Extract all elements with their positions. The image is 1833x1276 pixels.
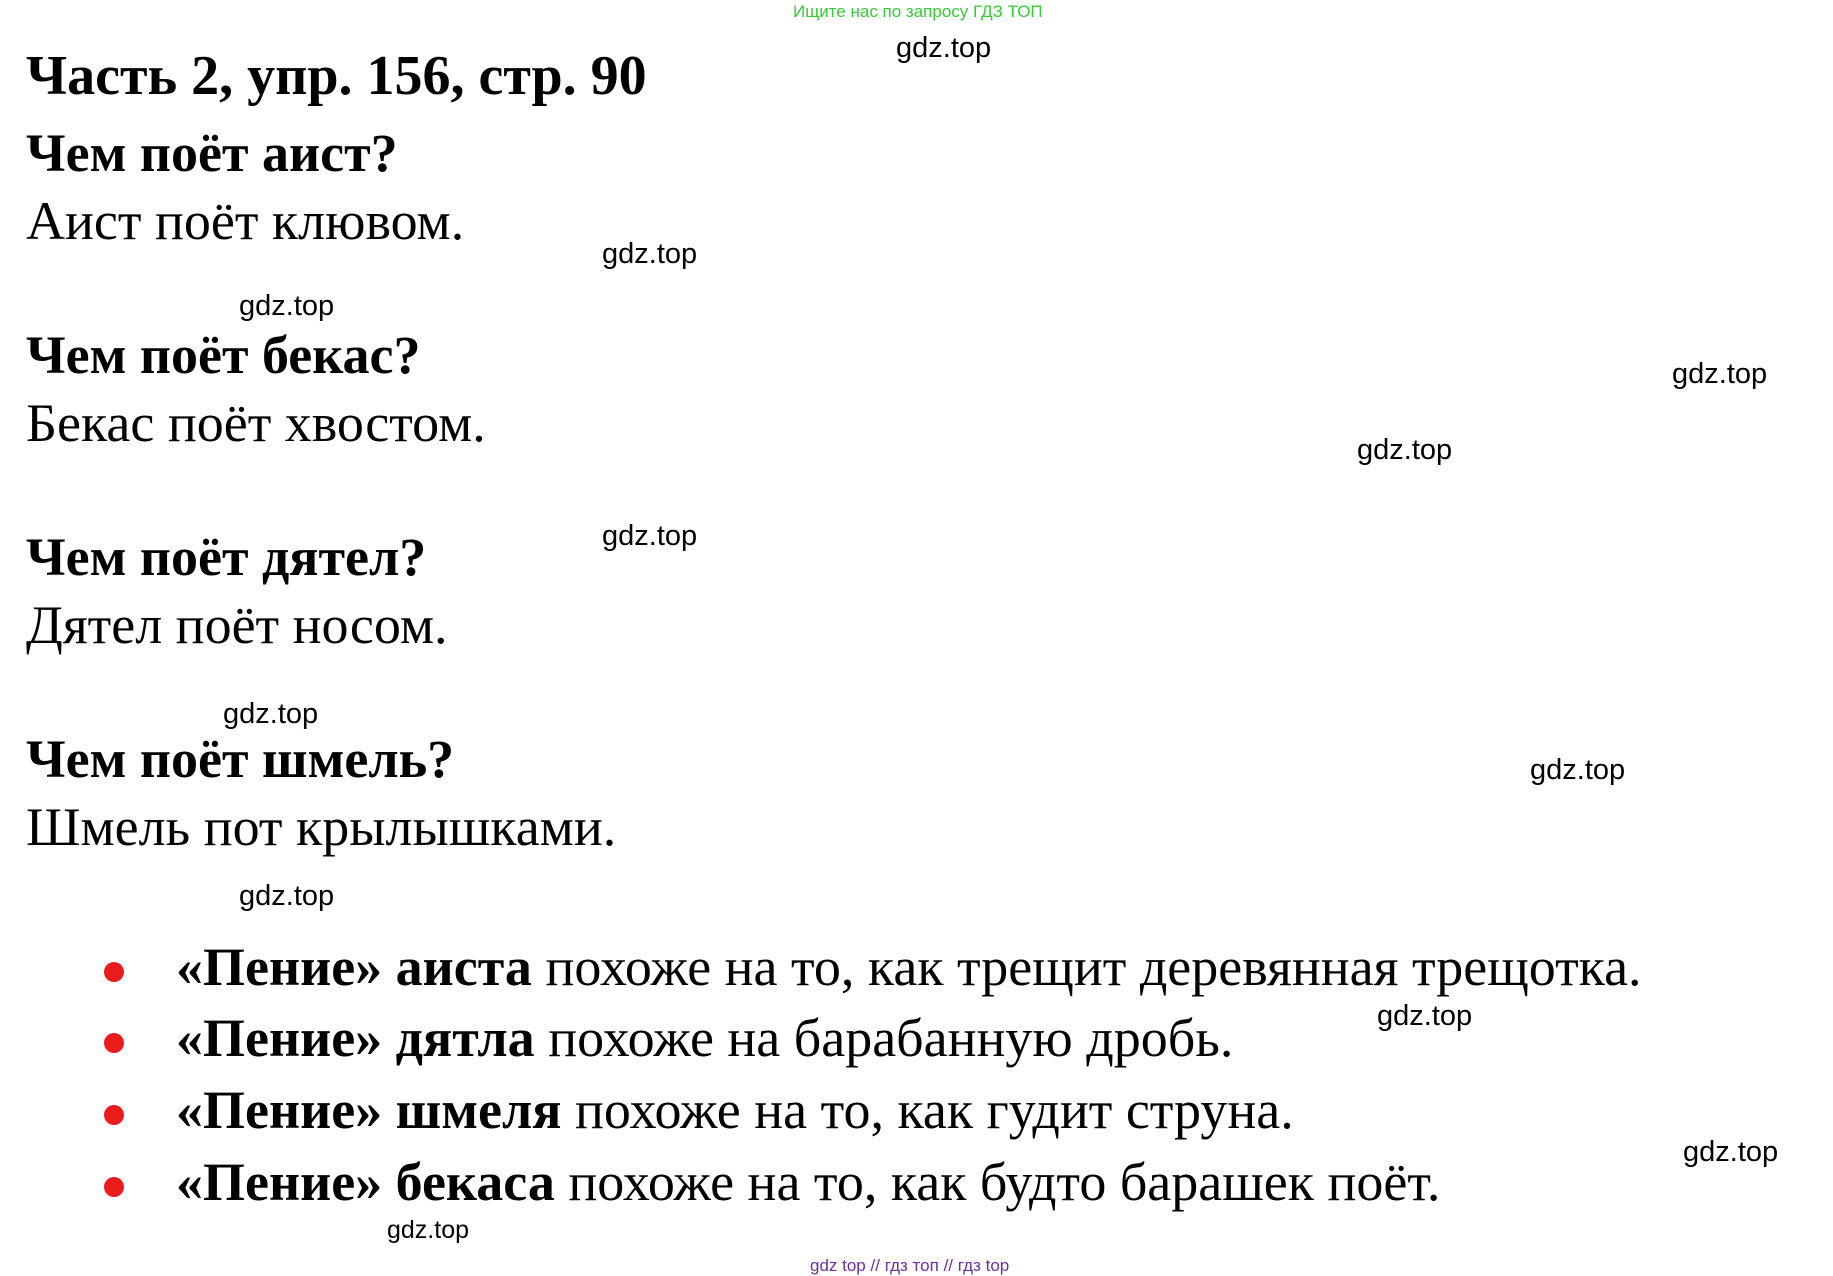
answer-3: Дятел поёт носом.: [26, 595, 448, 655]
bullet-dot-icon: [104, 1033, 124, 1053]
search-banner: Ищите нас по запросу ГДЗ ТОП: [793, 2, 1043, 21]
watermark: gdz.top: [1377, 1000, 1473, 1032]
footer-link-3[interactable]: гдз top: [957, 1256, 1010, 1275]
answer-1: Аист поёт клювом.: [26, 191, 465, 251]
bullet-dot-icon: [104, 962, 124, 982]
question-3: Чем поёт дятел?: [26, 527, 427, 587]
list-item-text: похоже на барабанную дробь.: [534, 1008, 1234, 1068]
footer-separator: //: [943, 1256, 954, 1275]
watermark: gdz.top: [1672, 358, 1768, 390]
question-2: Чем поёт бекас?: [26, 325, 421, 385]
watermark: gdz.top: [896, 32, 992, 64]
list-item-text: похоже на то, как гудит струна.: [561, 1080, 1294, 1140]
answer-4: Шмель пот крылышками.: [26, 797, 617, 857]
footer-link-2[interactable]: гдз топ: [884, 1256, 939, 1275]
list-item-text: похоже на то, как трещит деревянная трещотка.: [531, 937, 1642, 997]
footer-links: [810, 1256, 1009, 1276]
watermark: gdz.top: [387, 1216, 470, 1244]
answer-2: Бекас поёт хвостом.: [26, 393, 486, 453]
footer-link-1[interactable]: gdz top: [810, 1256, 866, 1275]
watermark: gdz.top: [602, 238, 698, 270]
watermark: gdz.top: [1357, 434, 1453, 466]
watermark: gdz.top: [239, 290, 335, 322]
list-item-text: похоже на то, как будто барашек поёт.: [554, 1152, 1441, 1212]
watermark: gdz.top: [602, 520, 698, 552]
list-item-bold: «Пение» шмеля: [176, 1080, 562, 1140]
question-1: Чем поёт аист?: [26, 123, 398, 183]
question-4: Чем поёт шмель?: [26, 729, 455, 789]
bullet-dot-icon: [104, 1105, 124, 1125]
page-title: Часть 2, упр. 156, стр. 90: [26, 45, 647, 107]
watermark: gdz.top: [223, 698, 319, 730]
watermark: gdz.top: [1683, 1136, 1779, 1168]
footer-separator: //: [870, 1256, 880, 1275]
list-item-bold: «Пение» дятла: [176, 1008, 535, 1068]
bullet-dot-icon: [104, 1177, 124, 1197]
watermark: gdz.top: [239, 880, 335, 912]
list-item-bold: «Пение» бекаса: [176, 1152, 555, 1212]
list-item-bold: «Пение» аиста: [176, 937, 532, 997]
watermark: gdz.top: [1530, 754, 1626, 786]
